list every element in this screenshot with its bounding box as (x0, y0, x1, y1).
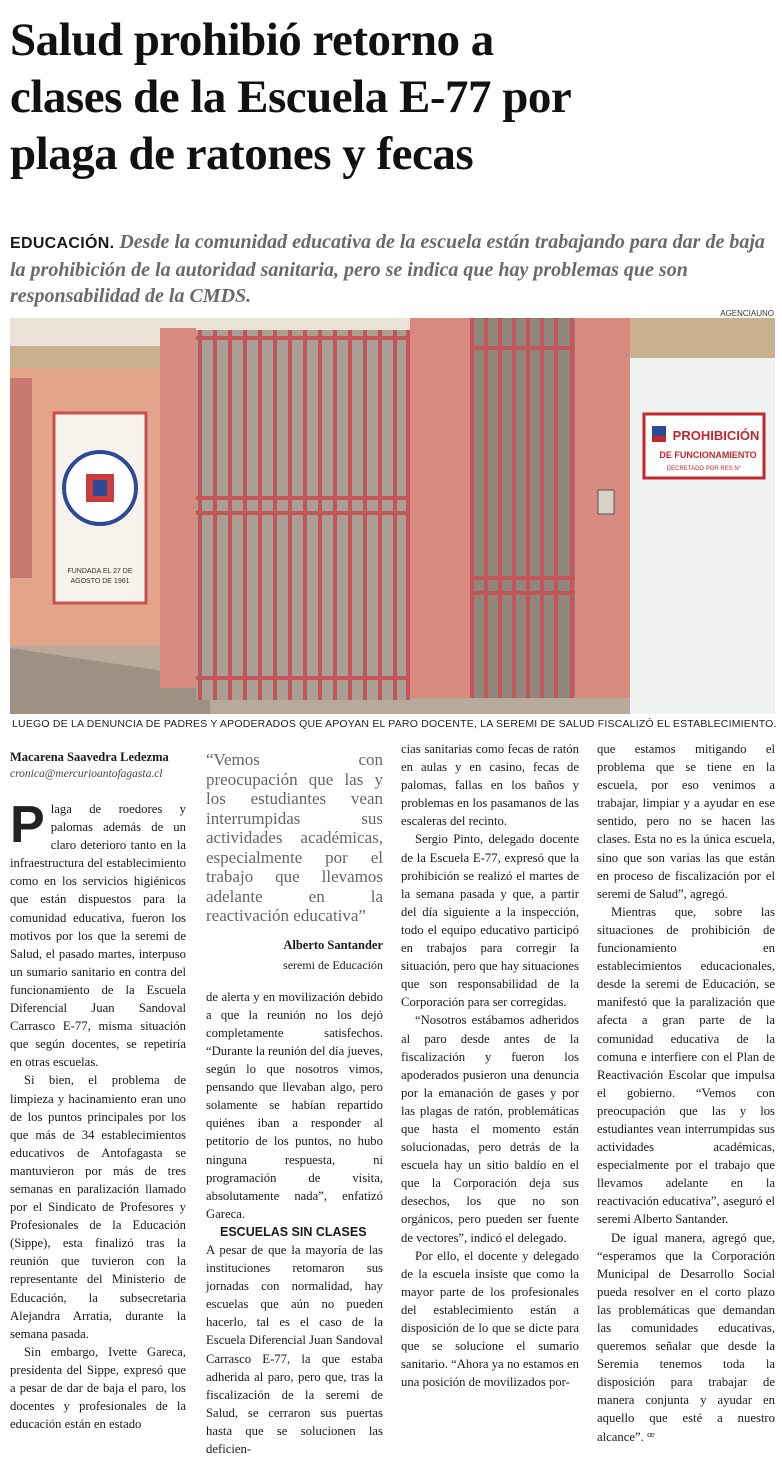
col3-paragraph-2: Sergio Pinto, delegado docente de la Escuela E-77, expresó que la prohibición se realizó el martes de la semana pasada y que, a partir del día siguiente a la inspección, todo el equipo educativo participó en trabajos para corregir la situación, pero que hay situaciones que son responsabilidad de la Corporación para ser corregidas. (401, 832, 579, 1010)
col4-paragraph-3: De igual manera, agregó que, “esperamos que la Corporación Municipal de Desarrollo Social pueda resolver en el corto plazo las problemáticas que demandan las comunidades educativas, queremos señalar que desde la Seremia tenemos toda la disposición para trabajar de manera conjunta y ayudar en aquello que esté a nuestro alcance”. ꟹ (597, 1230, 775, 1444)
deck (10, 229, 775, 309)
column-4 (597, 740, 775, 1446)
deck-text: Desde la comunidad educativa de la escuela están trabajando para dar de baja la prohibición de la autoridad sanitaria, pero se indica que hay problemas que son responsabilidad de la CMDS. (10, 231, 765, 307)
headline-line-2: clases de la Escuela E-77 por (10, 71, 572, 123)
column-1 (10, 740, 186, 1433)
col1-paragraph-1: Plaga de roedores y palomas además de un claro deterioro tanto en la infraestructura del establecimiento como en los servicios higiénicos que están dispuestos para la comunidad educativa, fueron los motivos por los que la seremi de Salud, el pasado martes, interpuso un sumario sanitario en contra del funcionamiento de la Escuela Diferencial Juan Sandoval Carrasco E-77, misma situación que según docentes, se repetiría en otras escuelas. (10, 796, 186, 1070)
col2-paragraph-2: A pesar de que la mayoría de las instituciones retomaron sus jornadas con normalidad, hay escuelas que aún no pueden hacerlo, tal es el caso de la Escuela Diferencial Juan Sandoval Carrasco E-77, la que estaba adherida al paro, pero que, tras la fiscalización de la seremi de Salud, se cerraron sus puertas hasta que se solucionen las deficien- (206, 1243, 383, 1457)
mural-founded-2: AGOSTO DE 1961 (70, 578, 130, 585)
subhead: ESCUELAS SIN CLASES (220, 1224, 367, 1239)
photo-caption: LUEGO DE LA DENUNCIA DE PADRES Y APODERADOS QUE APOYAN EL PARO DOCENTE, LA SEREMI DE SALUD FISCALIZÓ EL ESTABLECIMIENTO. (12, 718, 777, 730)
pull-quote-name: Alberto Santander (283, 937, 383, 952)
drop-cap: P (10, 796, 45, 854)
sign-subtitle: DE FUNCIONAMIENTO (659, 450, 757, 460)
col4-paragraph-1: que estamos mitigando el problema que se tiene en la escuela, por eso venimos a trabajar, limpiar y a ayudar en ese sentido, pero no se hacen las clases. Esta no es la única escuela, sino que son varias las que están en proceso de fiscalización por el seremi de Salud”, agregó. (597, 742, 775, 901)
col3-paragraph-1: cias sanitarias como fecas de ratón en aulas y en casino, fecas de palomas, fallas en los baños y problemas en los pasamanos de las escaleras del recinto. (401, 742, 579, 829)
col4-paragraph-2: Mientras que, sobre las situaciones de prohibición de funcionamiento en establecimientos educacionales, desde la seremi de Educación, se manifestó que la paralización que afecta a gran parte de la comunidad educativa de la comuna e interfiere con el Plan de Reactivación Escolar que impulsa el gobierno. “Vemos con preocupación que las y los estudiantes vean interrumpidas sus actividades académicas, especialmente por el trabajo que llevamos adelante en la reactivación educativa”, aseguró el seremi Alberto Santander. (597, 904, 775, 1227)
sign-small-text: DECRETADO POR RES N° (666, 466, 742, 472)
col3-paragraph-4: Por ello, el docente y delegado de la escuela insiste que como la mayor parte de los profesionales del establecimiento están a disposición de lo que se dicte para que se solucione el sumario sanitario. “Ahora ya no estamos en una posición de movilizados por- (401, 1248, 579, 1390)
col2-paragraph-1: de alerta y en movilización debido a que la reunión no los dejó completamente satisfechos. “Durante la reunión del día jueves, según lo que nosotros vimos, pensando que llevaban algo, pero solamente se habían repartido quiénes iban a responder al petitorio de los puntos, no hubo ninguna respuesta, ni programación de visita, absolutamente nada”, enfatizó Gareca. (206, 989, 383, 1221)
end-mark-icon: ꟹ (647, 1429, 655, 1444)
byline-name: Macarena Saavedra Ledezma (10, 750, 169, 764)
headline-line-1: Salud prohibió retorno a (10, 14, 494, 66)
col1-paragraph-2: Si bien, el problema de limpieza y hacinamiento eran uno de los puntos principales por los que más de 34 establecimientos educativos de Antofagasta se mantuvieron por más de tres semanas en paralización llamado por el Sindicato de Profesores y Profesionales de la Educación (Sippe), esta finalizó tras la reunión que tuvieron con la representante del Ministerio de Educación, la subsecretaria Alejandra Arratia, durante la semana pasada. (10, 1073, 186, 1341)
byline-email: cronica@mercurioantofagasta.cl (10, 768, 163, 780)
photo-credit: AGENCIAUNO (720, 309, 774, 318)
pull-quote: “Vemos con preocupación que las y los estudiantes vean interrumpidas sus actividades académicas, especialmente por el trabajo que llevamos adelante en la reactivación educativa” (206, 750, 383, 925)
section-tag: EDUCACIÓN. (10, 235, 115, 252)
school-gate-photo (10, 318, 775, 714)
pull-quote-role: seremi de Educación (283, 957, 383, 972)
mural-founded-1: FUNDADA EL 27 DE (67, 568, 133, 575)
photo-illustration (10, 318, 775, 714)
headline-line-3: plaga de ratones y fecas (10, 128, 474, 180)
column-3 (401, 740, 579, 1391)
col3-paragraph-3: “Nosotros estábamos adheridos al paro desde antes de la fiscalización y fueron los apoderados pusieron una denuncia por la emanación de gases y por las plagas de ratón, problemáticas que hasta el momento están solucionadas, pero detrás de la escuela hay un sitio baldío en el que la Corporación deja sus desechos, los que no son orgánicos, pero pueden ser fuente de vectores”, indicó el delegado. (401, 1013, 579, 1245)
sign-title: PROHIBICIÓN (672, 428, 760, 443)
col1-paragraph-3: Sin embargo, Ivette Gareca, presidenta del Sippe, expresó que a pesar de dar de baja el paro, los docentes y profesionales de la educación están en estado (10, 1344, 186, 1432)
headline (10, 12, 775, 183)
column-2 (206, 740, 383, 1458)
